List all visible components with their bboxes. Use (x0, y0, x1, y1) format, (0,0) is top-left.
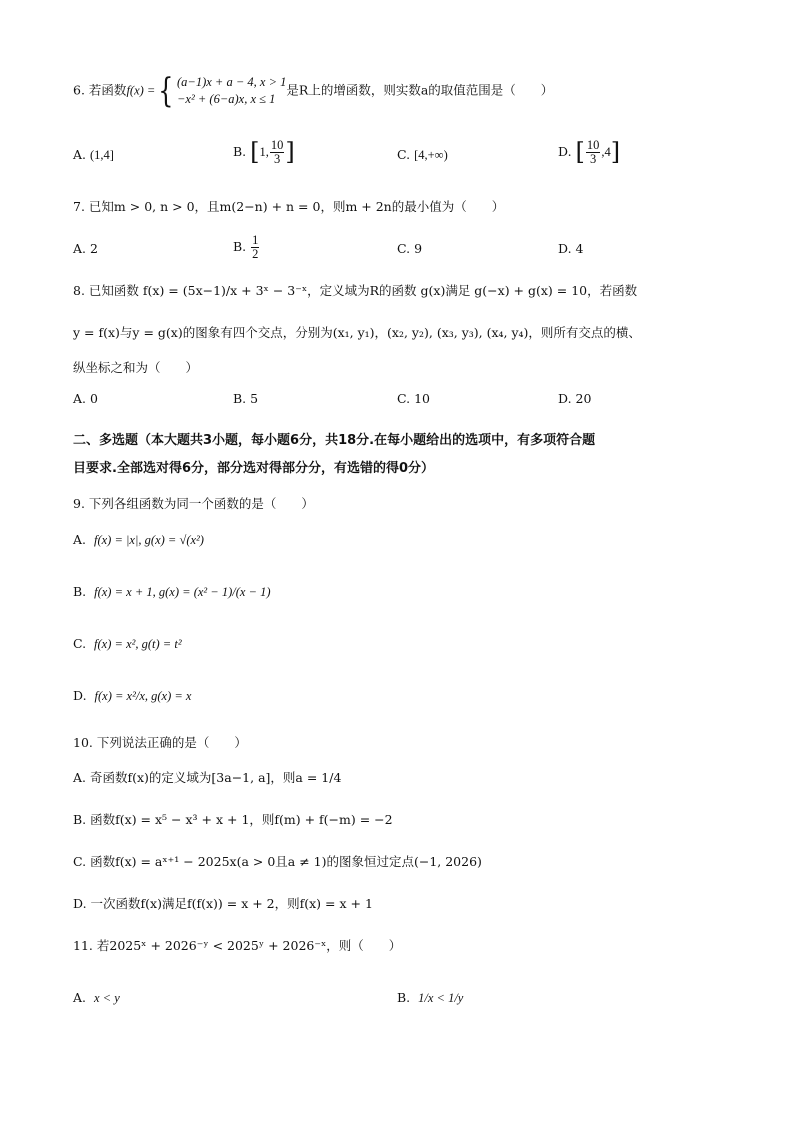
q7-option-d: D. 4 (558, 241, 584, 256)
q6-option-a: A. (1,4] (73, 147, 114, 162)
q6-piece-2: −x² + (6−a)x, x ≤ 1 (176, 92, 276, 106)
q6-brace: { (158, 71, 174, 111)
q6-piece-1: (a−1)x + a − 4, x > 1 (176, 75, 287, 89)
q8-option-b: B. 5 (233, 391, 259, 406)
q6-fx: f(x) = (126, 83, 156, 98)
q8-line-3: 纵坐标之和为（ ） (73, 360, 199, 375)
q6-option-d: D. [ $\frac{10}{3}$ ,4] (558, 137, 621, 166)
q6-tail: 是R上的增函数，则实数a的取值范围是（ ） (286, 82, 554, 98)
q6-lead: 若函数 (88, 82, 127, 98)
question-11: 11. 若2025ˣ + 2026⁻ʸ < 2025ʸ + 2026⁻ˣ，则（ ） (73, 938, 402, 953)
q7-stem: 已知m > 0, n > 0，且m(2−n) + n = 0，则m + 2n的最小值为（ ） (88, 199, 505, 214)
q9-option-d: D. f(x) = x²/x, g(x) = x (73, 688, 192, 703)
q10-option-c: C. 函数f(x) = aˣ⁺¹ − 2025x(a > 0且a ≠ 1)的图象恒过定点(−1, 2026) (73, 854, 482, 869)
q10-option-b: B. 函数f(x) = x⁵ − x³ + x + 1，则f(m) + f(−m) = −2 (73, 812, 393, 827)
q10-option-d: D. 一次函数f(x)满足f(f(x)) = x + 2，则f(x) = x + 1 (73, 896, 373, 911)
q6-pieces (177, 74, 286, 108)
q10-option-a: A. 奇函数f(x)的定义域为[3a−1, a]，则a = 1/4 (73, 770, 342, 785)
q8-option-c: C. 10 (397, 391, 430, 406)
question-10: 10. 下列说法正确的是（ ） (73, 735, 247, 750)
q11-option-b: B. 1/x < 1/y (397, 990, 464, 1005)
section-2-heading-line-1: 二、多选题（本大题共3小题，每小题6分，共18分.在每小题给出的选项中，有多项符合题 (73, 433, 596, 448)
q7-option-b: B. $\frac{1}{2}$ (233, 233, 259, 262)
q8-line-1: 8. 已知函数 f(x) = (5x−1)/x + 3ˣ − 3⁻ˣ，定义域为R的函数 g(x)满足 g(−x) + g(x) = 10，若函数 (73, 283, 638, 298)
section-2-heading-line-2: 目要求.全部选对得6分，部分选对得部分分，有选错的得0分） (73, 461, 435, 476)
question-7: 7. 已知m > 0, n > 0，且m(2−n) + n = 0，则m + 2n的最小值为（ ） (73, 199, 505, 214)
q8-option-a: A. 0 (73, 391, 98, 406)
q8-line-2: y = f(x)与y = g(x)的图象有四个交点，分别为(x₁, y₁)，(x₂, y₂), (x₃, y₃), (x₄, y₄)，则所有交点的横、 (73, 325, 641, 340)
q7-option-a: A. 2 (73, 241, 98, 256)
q9-option-b: B. f(x) = x + 1, g(x) = (x² − 1)/(x − 1) (73, 584, 271, 599)
q9-option-c: C. f(x) = x², g(t) = t² (73, 636, 182, 651)
q7-option-c: C. 9 (397, 241, 423, 256)
q9-option-a: A. f(x) = |x|, g(x) = √(x²) (73, 532, 204, 547)
question-9: 9. 下列各组函数为同一个函数的是（ ） (73, 496, 314, 511)
q6-option-b: B. [1, $\frac{10}{3}$ ] (233, 137, 295, 166)
question-6 (73, 71, 554, 111)
q8-option-d: D. 20 (558, 391, 592, 406)
q6-number: 6. (73, 82, 85, 98)
q6-option-c: C. [4,+∞) (397, 147, 448, 162)
q11-option-a: A. x < y (73, 990, 120, 1005)
